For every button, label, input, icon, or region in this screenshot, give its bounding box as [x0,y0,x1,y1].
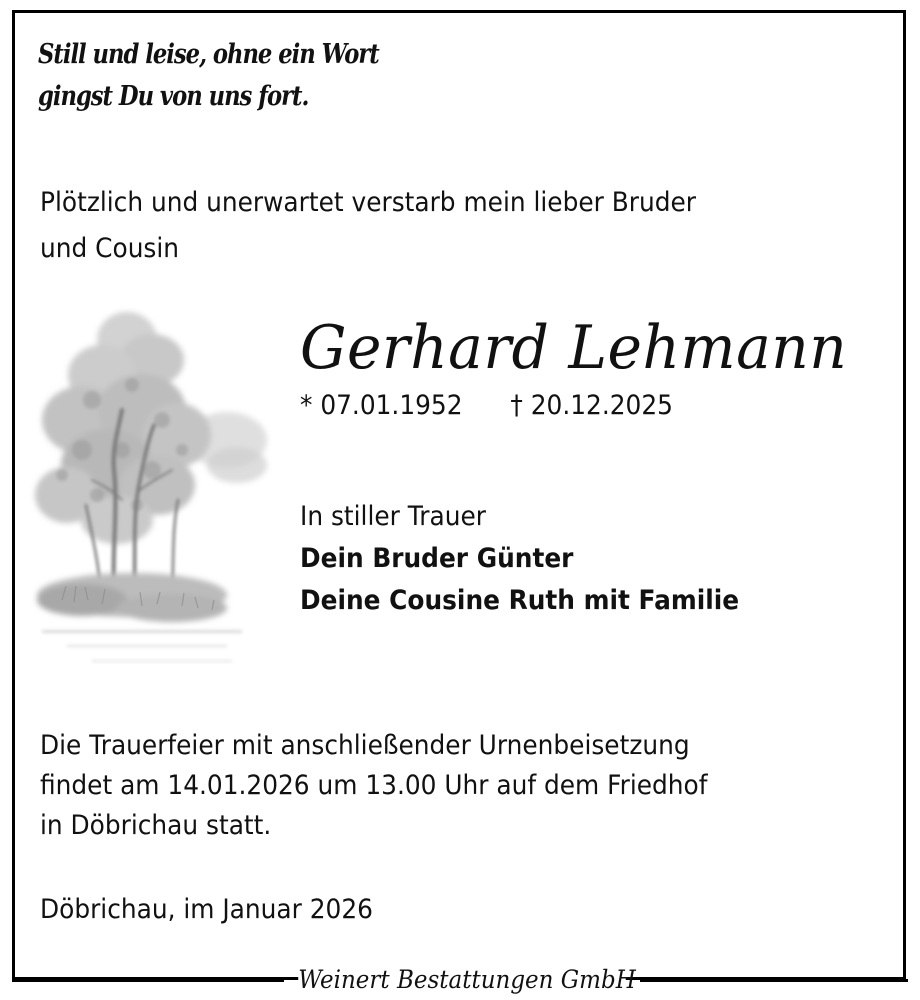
mourners-block [300,496,739,622]
deceased-name: Gerhard Lehmann [300,313,848,383]
intro-text [40,180,696,272]
mourner-brother: Dein Bruder Günter [300,543,574,574]
place-and-date: Döbrichau, im Januar 2026 [40,894,373,925]
death-date: † 20.12.2025 [510,390,673,421]
poem-verse [38,34,379,118]
footer-rule-right [640,979,908,982]
footer [0,962,920,998]
tree-illustration [22,300,272,690]
poem-line-1: Still und leise, ohne ein Wort [38,39,379,70]
ceremony-notice [40,726,707,846]
ceremony-line-2: findet am 14.01.2026 um 13.00 Uhr auf dem Friedhof [40,770,708,801]
footer-rule-left [12,979,284,982]
ceremony-line-3: in Döbrichau statt. [40,810,272,841]
intro-line-1: Plötzlich und unerwartet verstarb mein lieber Bruder [40,187,697,218]
mourners-intro: In stiller Trauer [300,501,486,532]
mourner-cousin: Deine Cousine Ruth mit Familie [300,585,740,616]
intro-line-2: und Cousin [40,233,180,264]
life-dates [300,386,673,426]
poem-line-2: gingst Du von uns fort. [38,81,309,112]
funeral-home-brand: Weinert Bestattungen GmbH [298,965,636,994]
ceremony-line-1: Die Trauerfeier mit anschließender Urnenbeisetzung [40,730,690,761]
birth-date: * 07.01.1952 [300,390,463,421]
